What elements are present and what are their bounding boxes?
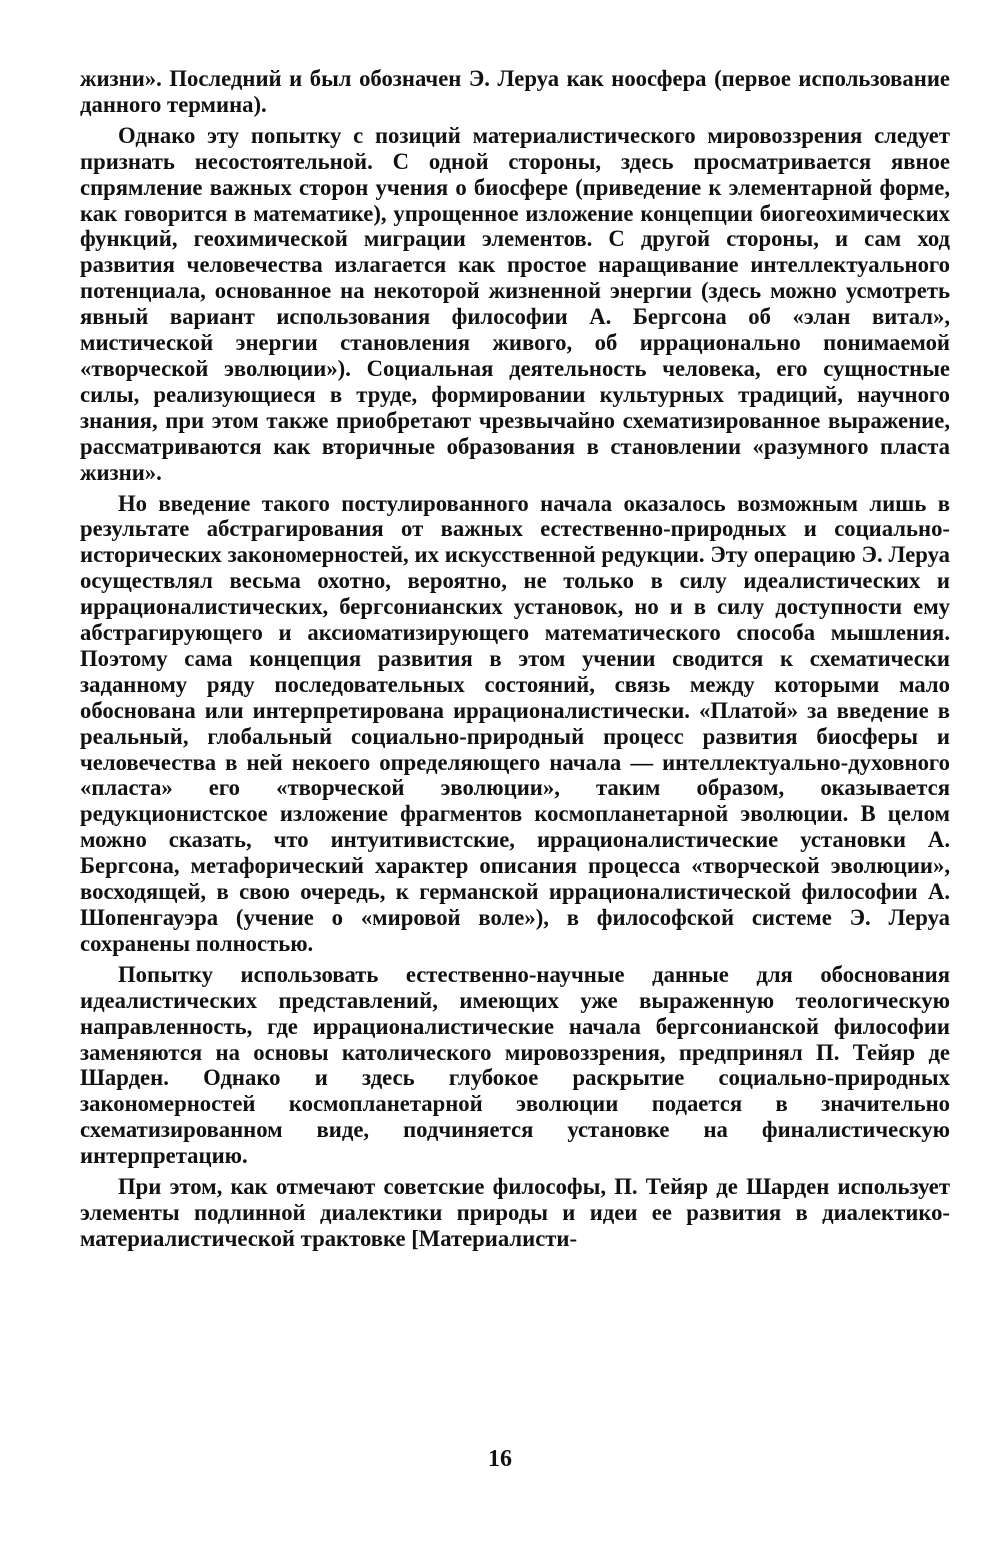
page-number: 16	[488, 1446, 512, 1472]
paragraph: Попытку использовать естественно-научные данные для обоснования идеалистических представлений, имеющих уже выраженную теологическую направленность, где иррационалистические начала бергсонианской философии заменяются на основы католического мировоззрения, предпринял П. Тейяр де Шарден. Однако и здесь глубокое раскрытие социально-природных закономерностей космопланетарной эволюции подается в значительно схематизированном виде, подчиняется установке на финалистическую интерпретацию.	[80, 961, 950, 1169]
page-body	[80, 66, 950, 1257]
paragraph: Однако эту попытку с позиций материалистического мировоззрения следует признать несостоятельной. С одной стороны, здесь просматривается явное спрямление важных сторон учения о биосфере (приведение к элементарной форме, как говорится в математике), упрощенное изложение концепции биогеохимических функций, геохимической миграции элементов. С другой стороны, и сам ход развития человечества излагается как простое наращивание интеллектуального потенциала, основанное на некоторой жизненной энергии (здесь можно усмотреть явный вариант использования философии А. Бергсона об «элан витал», мистической энергии становления живого, об иррационально понимаемой «творческой эволюции»). Социальная деятельность человека, его сущностные силы, реализующиеся в труде, формировании культурных традиций, научного знания, при этом также приобретают чрезвычайно схематизированное выражение, рассматриваются как вторичные образования в становлении «разумного пласта жизни».	[80, 122, 950, 485]
paragraph: При этом, как отмечают советские философы, П. Тейяр де Шарден использует элементы подлинной диалектики природы и идеи ее развития в диалектико-материалистической трактовке [Материалисти-	[80, 1174, 950, 1251]
paragraph: Но введение такого постулированного начала оказалось возможным лишь в результате абстрагирования от важных естественно-природных и социально-исторических закономерностей, их искусственной редукции. Эту операцию Э. Леруа осуществлял весьма охотно, вероятно, не только в силу идеалистических и иррационалистических, бергсонианских установок, но и в силу доступности ему абстрагирующего и аксиоматизирующего математического способа мышления. Поэтому сама концепция развития в этом учении сводится к схематически заданному ряду последовательных состояний, связь между которыми мало обоснована или интерпретирована иррационалистически. «Платой» за введение в реальный, глобальный социально-природный процесс развития биосферы и человечества в ней некоего определяющего начала — интеллектуально-духовного «пласта» его «творческой эволюции», таким образом, оказывается редукционистское изложение фрагментов космопланетарной эволюции. В целом можно сказать, что интуитивистские, иррационалистические установки А. Бергсона, метафорический характер описания процесса «творческой эволюции», восходящей, в свою очередь, к германской иррационалистической философии А. Шопенгауэра (учение о «мировой воле»), в философской системе Э. Леруа сохранены полностью.	[80, 490, 950, 956]
paragraph-continuation: жизни». Последний и был обозначен Э. Леруа как ноосфера (первое использование данного термина).	[80, 66, 950, 117]
